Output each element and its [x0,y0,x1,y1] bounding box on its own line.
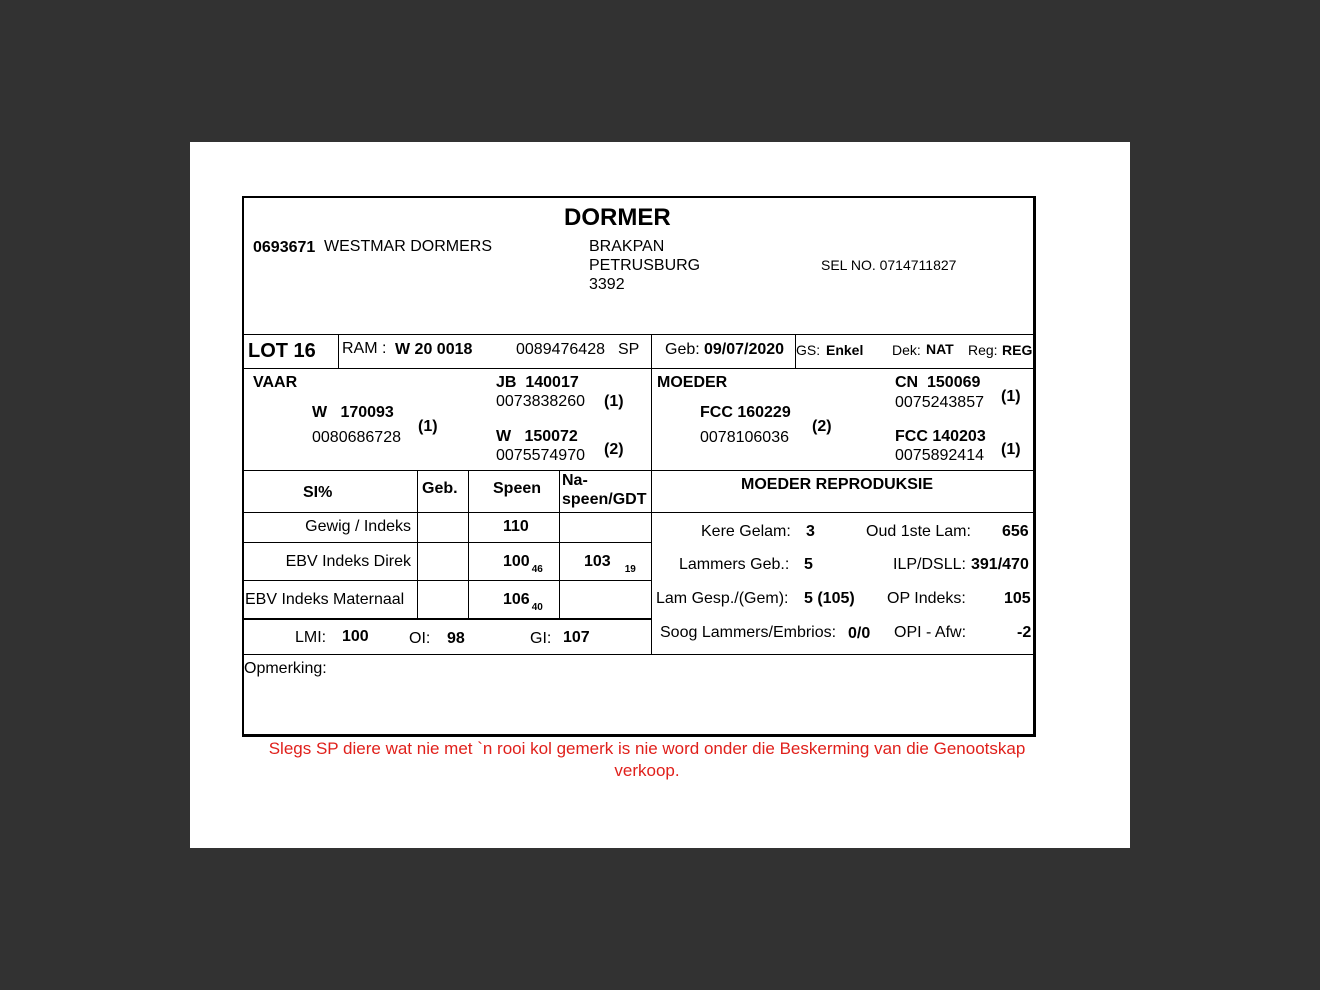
column-header-si: SI% [303,484,333,501]
dam-count: (2) [812,418,832,435]
oi-value: 98 [447,630,465,647]
oi-label: OI: [409,630,431,647]
divider [338,334,339,368]
divider [417,470,418,618]
divider [244,368,1036,369]
gebore-value: 5 [804,556,813,573]
dam-dam-code: 0075892414 [895,447,984,464]
dam-label: MOEDER [657,374,728,391]
soog-label: Soog Lammers/Embrios: [660,624,837,641]
dek-label: Dek: [892,342,921,358]
soog-value: 0/0 [848,625,871,642]
divider [468,470,469,618]
sire-count: (1) [418,418,438,435]
naspeen-value-direk: 103 $_{19}$ [584,553,636,575]
dam-sire-count: (1) [1001,388,1021,405]
phone-number: SEL NO. 0714711827 [821,257,957,273]
row-label-gewig: Gewig / Indeks [305,518,411,535]
dam-dam-id: FCC 140203 [895,428,986,445]
born-label: Geb: [665,341,700,358]
registration-code: 0089476428 [516,341,605,358]
protection-notice: Slegs SP diere wat nie met `n rooi kol gemerk is nie word onder die Beskerming van die Genootskap verkoop. [268,739,1026,780]
divider [244,580,652,581]
dam-dam-count: (1) [1001,441,1021,458]
sire-code: 0080686728 [312,429,401,446]
reg-value: REG [1002,342,1033,358]
kere-label: Kere Gelam: [701,523,791,540]
lmi-value: 100 [342,628,369,645]
dam-sire-id: CN 150069 [895,374,981,391]
divider [244,470,1036,471]
lmi-label: LMI: [295,629,327,646]
row-label-ebv-direk: EBV Indeks Direk [285,553,411,570]
address-line-1: BRAKPAN [589,238,665,255]
remarks-label: Opmerking: [244,660,327,677]
reproduction-title: MOEDER REPRODUKSIE [741,476,934,493]
ilp-label: ILP/DSLL: [893,556,966,573]
sire-dam-count: (2) [604,441,624,458]
divider [244,512,652,513]
column-header-naspeen-1: Na- [562,472,588,489]
member-number: 0693671 [253,239,316,256]
sire-id: W 170093 [312,404,394,421]
opi-value: -2 [1017,624,1032,641]
op-value: 105 [1004,590,1031,607]
lot-card [242,196,1036,737]
gebore-label: Lammers Geb.: [679,556,790,573]
document-page [190,142,1130,848]
stud-name: WESTMAR DORMERS [324,238,492,255]
row-label-ebv-maternaal: EBV Indeks Maternaal [245,591,405,608]
gs-value: Enkel [826,342,864,358]
born-date: 09/07/2020 [704,341,785,358]
sire-sire-id: JB 140017 [496,374,579,391]
speen-value-direk: 100 $_{46}$ [503,553,543,575]
gs-label: GS: [796,342,821,358]
op-label: OP Indeks: [887,590,966,607]
kere-value: 3 [806,523,815,540]
column-header-geb: Geb. [422,480,458,497]
column-header-naspeen-2: speen/GDT [562,491,647,508]
speen-value-gewig: 110 [503,518,529,535]
sire-sire-count: (1) [604,393,624,410]
divider [652,512,1036,513]
lot-number: LOT 16 [248,340,316,362]
sire-dam-id: W 150072 [496,428,578,445]
oud-value: 656 [1002,523,1029,540]
dam-id: FCC 160229 [700,404,791,421]
divider [244,654,1036,655]
address-line-3: 3392 [589,276,625,293]
column-header-speen: Speen [493,480,542,497]
oud-label: Oud 1ste Lam: [866,523,971,540]
dam-code: 0078106036 [700,429,789,446]
sire-dam-code: 0075574970 [496,447,585,464]
gespeen-value: 5 (105) [804,590,855,607]
divider [244,542,652,543]
divider [651,334,652,654]
ram-label: RAM : [342,340,387,357]
sire-label: VAAR [253,374,298,391]
status-code: SP [618,341,640,358]
sire-sire-code: 0073838260 [496,393,585,410]
opi-label: OPI - Afw: [894,624,967,641]
dek-value: NAT [926,341,954,357]
address-line-2: PETRUSBURG [589,257,701,274]
gi-value: 107 [563,629,590,646]
divider [244,334,1036,335]
ilp-value: 391/470 [971,556,1029,573]
ram-id: W 20 0018 [395,341,473,358]
breed-title: DORMER [564,204,671,231]
divider [244,618,652,620]
speen-value-maternaal: 106 $_{40}$ [503,591,543,613]
gespeen-label: Lam Gesp./(Gem): [656,590,789,607]
divider [559,470,560,618]
reg-label: Reg: [968,342,998,358]
dam-sire-code: 0075243857 [895,394,984,411]
gi-label: GI: [530,630,552,647]
